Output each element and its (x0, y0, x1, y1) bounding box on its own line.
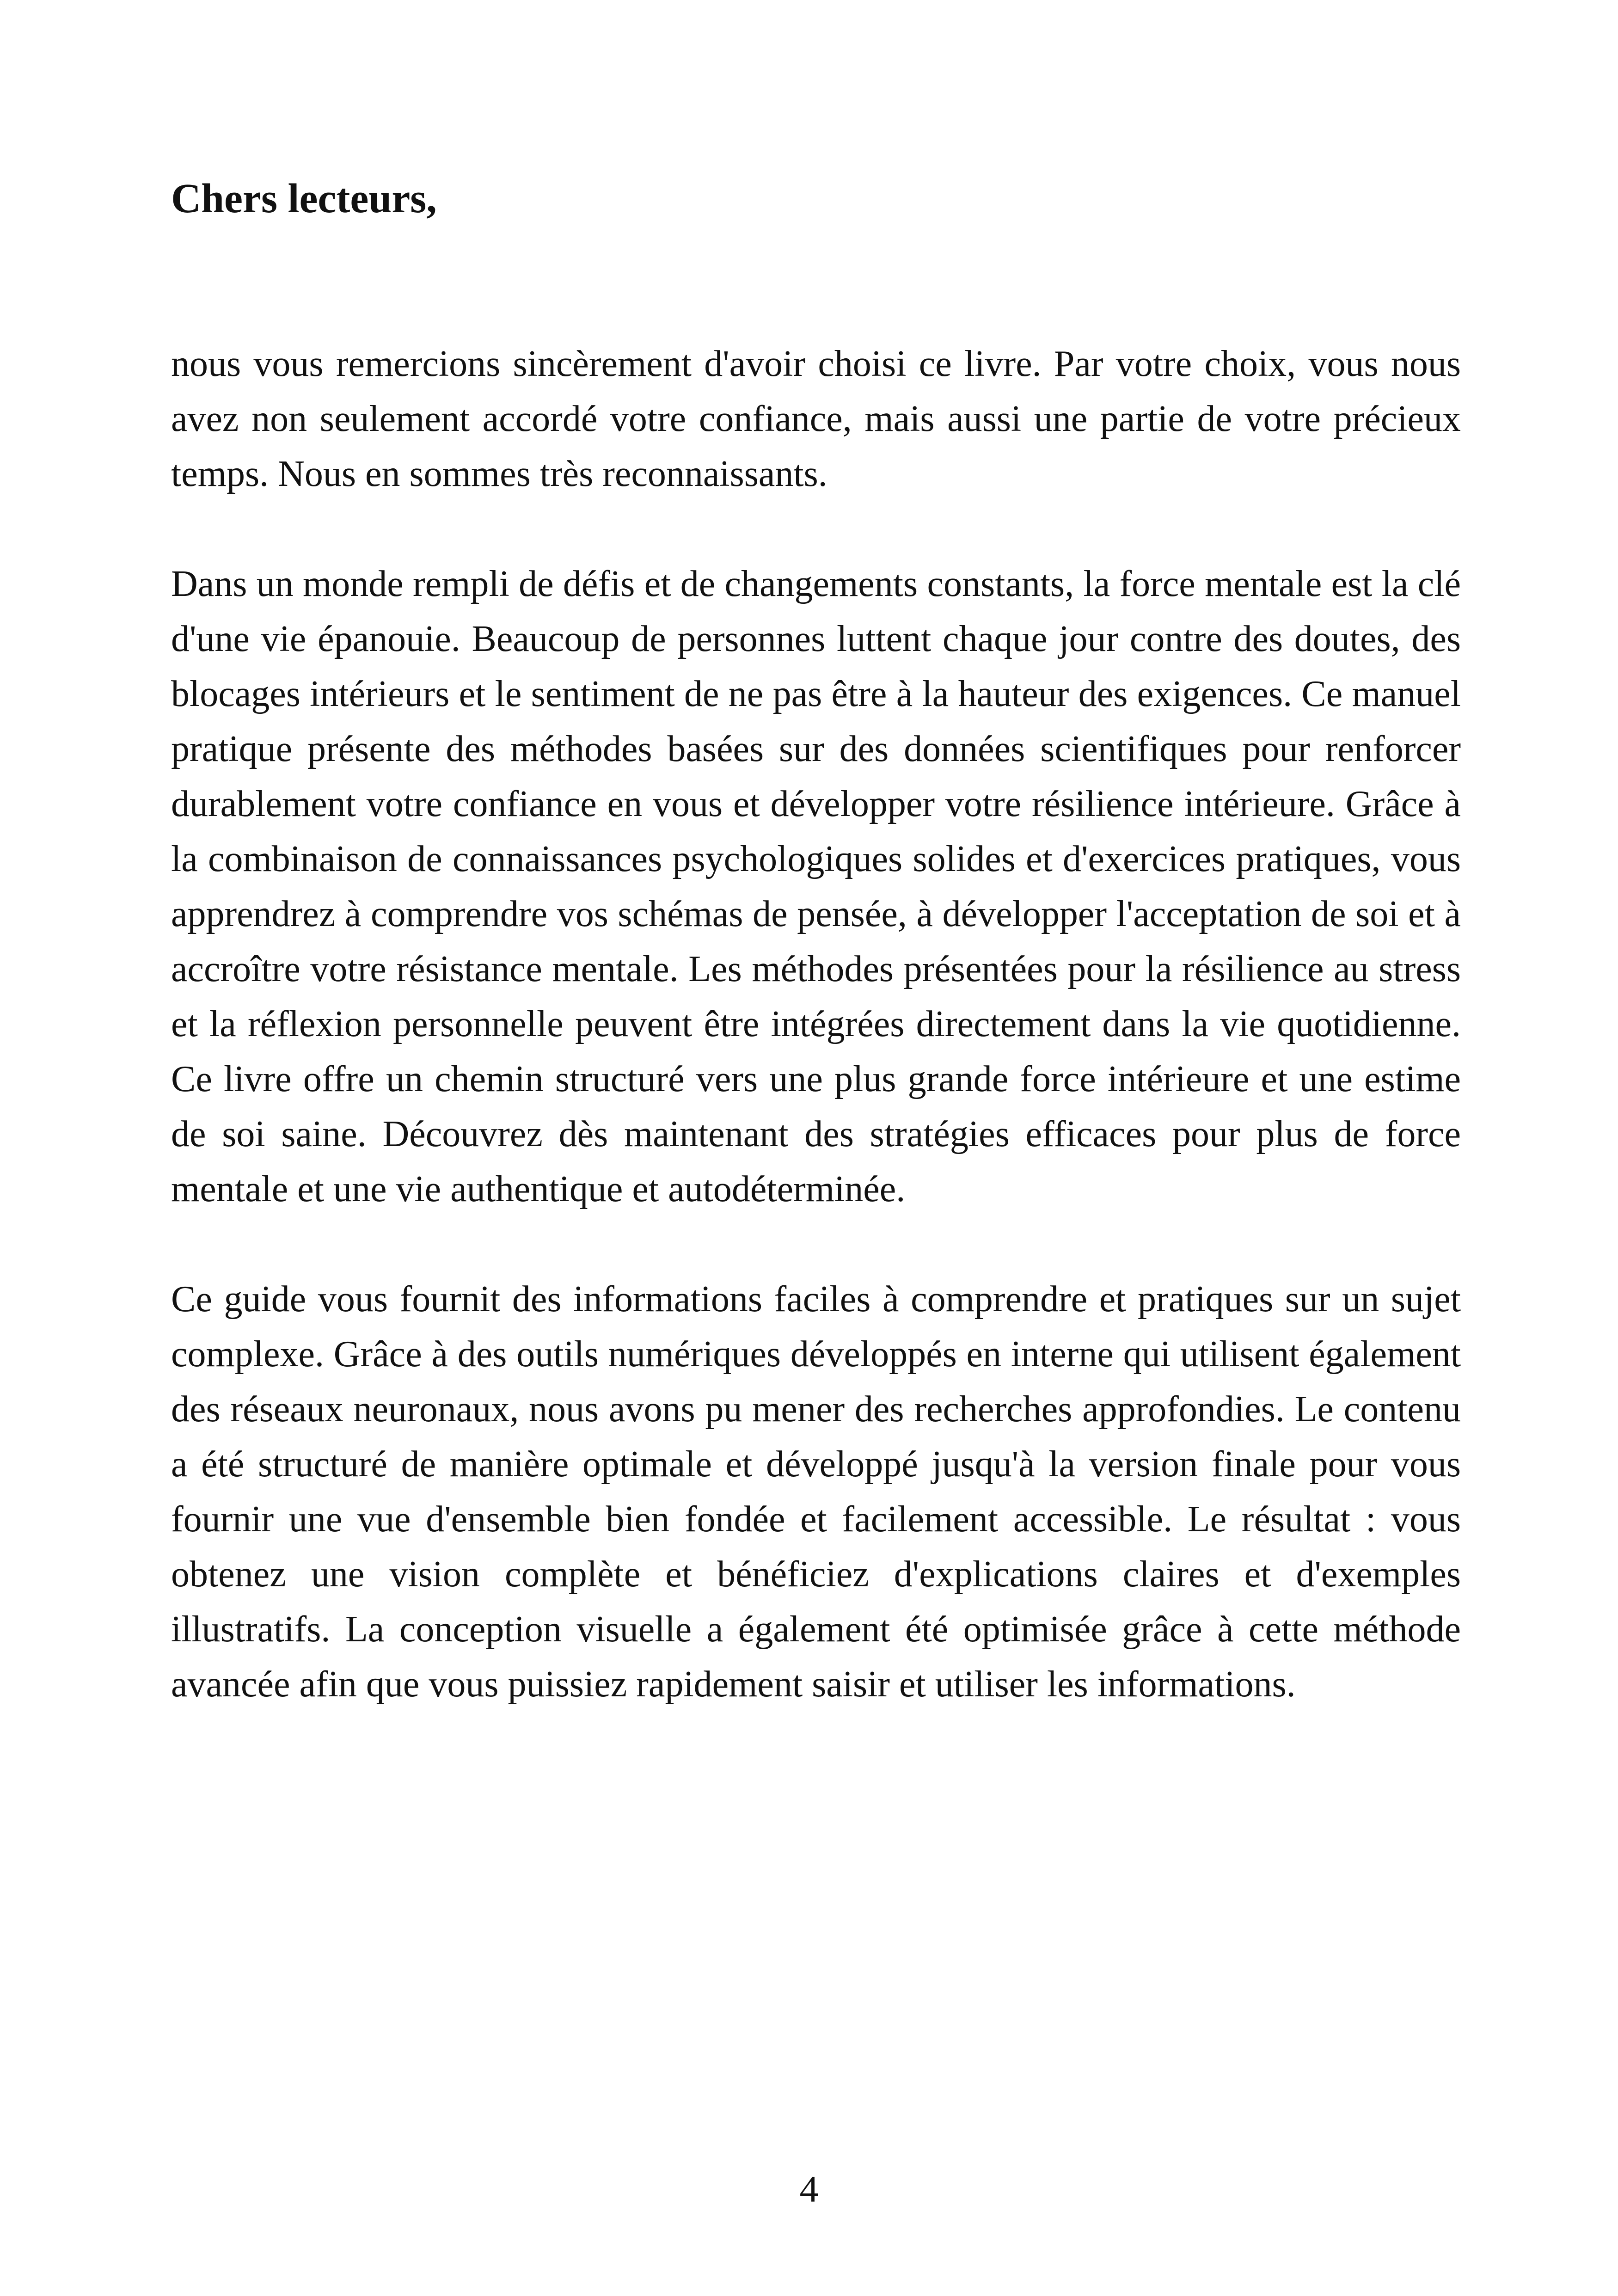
page-number: 4 (799, 2168, 819, 2210)
paragraph-mental-strength: Dans un monde rempli de défis et de changements constants, la force mentale est la clé d'une vie épanouie. Beaucoup de personnes luttent chaque jour contre des doutes, des blocages intérieurs et le sentiment de ne pas être à la hauteur des exigences. Ce manuel pratique présente des méthodes basées sur des données scientifiques pour renforcer durablement votre confiance en vous et développer votre résilience intérieure. Grâce à la combinaison de connaissances psychologiques solides et d'exercices pratiques, vous apprendrez à comprendre vos schémas de pensée, à développer l'acceptation de soi et à accroître votre résistance mentale. Les méthodes présentées pour la résilience au stress et la réflexion personnelle peuvent être intégrées directement dans la vie quotidienne. Ce livre offre un chemin structuré vers une plus grande force intérieure et une estime de soi saine. Découvrez dès maintenant des stratégies efficaces pour plus de force mentale et une vie authentique et autodéterminée. (171, 564, 1461, 1209)
greeting-heading: Chers lecteurs, (171, 176, 437, 221)
paragraph-guide-method: Ce guide vous fournit des informations faciles à comprendre et pratiques sur un sujet complexe. Grâce à des outils numériques développés en interne qui utilisent également des réseaux neuronaux, nous avons pu mener des recherches approfondies. Le contenu a été structuré de manière optimale et développé jusqu'à la version finale pour vous fournir une vue d'ensemble bien fondée et facilement accessible. Le résultat : vous obtenez une vision complète et bénéficiez d'explications claires et d'exemples illustratifs. La conception visuelle a également été optimisée grâce à cette méthode avancée afin que vous puissiez rapidement saisir et utiliser les informations. (171, 1279, 1461, 1705)
page-content (171, 171, 1461, 1712)
paragraph-thanks: nous vous remercions sincèrement d'avoir choisi ce livre. Par votre choix, vous nous avez non seulement accordé votre confiance, mais aussi une partie de votre précieux temps. Nous en sommes très reconnaissants. (171, 344, 1461, 494)
